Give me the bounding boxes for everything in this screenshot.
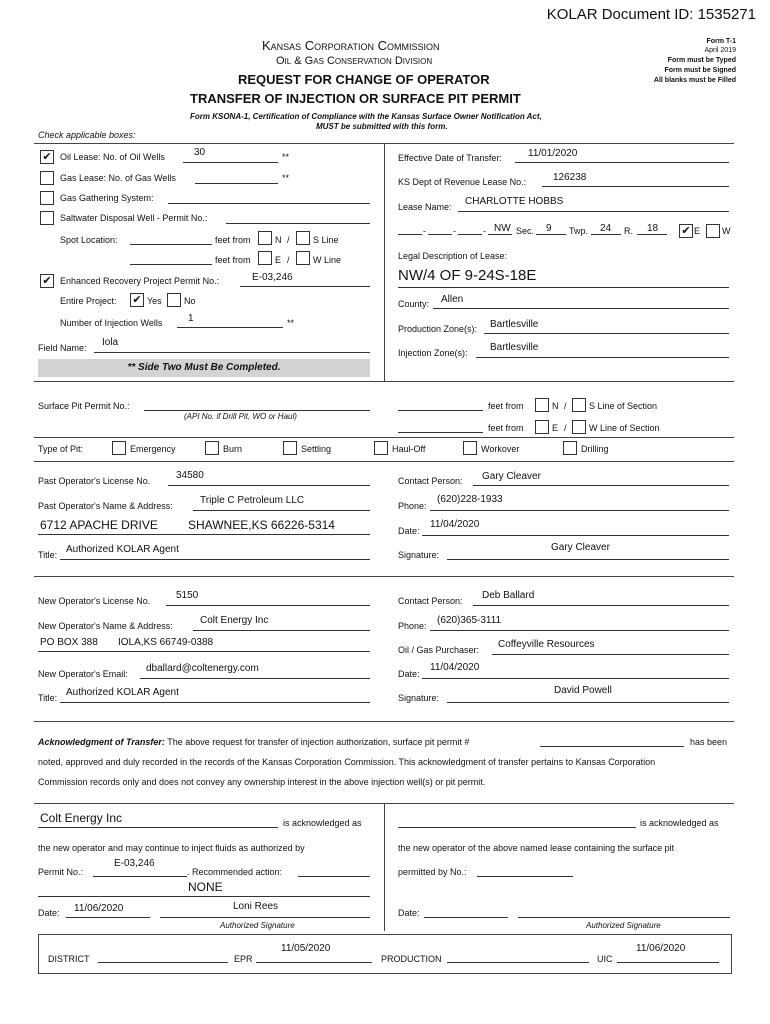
past-signature-value: Gary Cleaver — [551, 542, 610, 553]
eorp-line — [240, 286, 370, 287]
blanks-note: All blanks must be Filled — [653, 77, 736, 84]
emergency-label: Emergency — [130, 444, 176, 454]
range-w-label: W — [722, 226, 731, 236]
gas-wells-line — [195, 183, 278, 184]
past-name-line — [193, 510, 370, 511]
new-title-label: Title: — [38, 693, 58, 703]
r-label: R. — [624, 226, 633, 236]
ack-right-company-line — [398, 827, 636, 828]
ksdr-line — [542, 186, 729, 187]
gas-lease-label: Gas Lease: No. of Gas Wells — [60, 173, 176, 183]
past-phone-line — [430, 510, 729, 511]
new-signature-line — [447, 702, 729, 703]
new-name-value: Colt Energy Inc — [200, 615, 269, 626]
production-line — [447, 962, 589, 963]
ack-text-2: noted, approved and duly recorded in the records of the Kansas Corporation Commission. This acknowledgment of transfer pertains to Kansas Corporation — [38, 757, 656, 767]
past-license-value: 34580 — [176, 470, 204, 481]
ack-left-date-line — [66, 917, 150, 918]
pit-type-label: Type of Pit: — [38, 444, 84, 454]
ack-divider — [384, 803, 385, 931]
gas-lease-checkbox[interactable] — [40, 171, 54, 185]
legal-desc-value: NW/4 OF 9-24S-18E — [398, 267, 537, 284]
pit-permit-label: Surface Pit Permit No.: — [38, 401, 130, 411]
ack-text-3: Commission records only and does not convey any ownership interest in the above injection well(s) or pit permit. — [38, 777, 486, 787]
epr-date-value: 11/05/2020 — [281, 943, 331, 954]
new-contact-label: Contact Person: — [398, 596, 463, 606]
new-address-line1: PO BOX 388 — [40, 637, 98, 648]
production-zone-line — [484, 333, 729, 334]
r-value: 18 — [647, 223, 659, 234]
pit-feet-line-2 — [398, 432, 483, 433]
ack-right-sig-line — [518, 917, 730, 918]
commission-name: Kansas Corporation Commission — [262, 38, 440, 53]
workover-checkbox[interactable] — [463, 441, 477, 455]
feet-from-label: feet from — [215, 235, 251, 245]
r-line — [637, 234, 667, 235]
range-e-checkbox[interactable]: ✔ — [679, 224, 693, 238]
check-boxes-label: Check applicable boxes: — [38, 130, 136, 140]
new-license-value: 5150 — [176, 590, 199, 601]
past-contact-value: Gary Cleaver — [482, 471, 541, 482]
ack-right-date-line — [424, 917, 508, 918]
ksona-note-1: Form KSONA-1, Certification of Compliance with the Kansas Surface Owner Notification Act, — [190, 112, 542, 121]
gas-gathering-checkbox[interactable] — [40, 191, 54, 205]
new-contact-line — [473, 605, 729, 606]
e-checkbox[interactable] — [258, 251, 272, 265]
field-name-value: Iola — [102, 337, 119, 348]
new-name-label: New Operator's Name & Address: — [38, 621, 173, 631]
eorp-checkbox[interactable]: ✔ — [40, 274, 54, 288]
ack-permitted-label: permitted by No.: — [398, 867, 467, 877]
entire-project-label: Entire Project: — [60, 296, 117, 306]
new-license-line — [166, 605, 370, 606]
field-name-label: Field Name: — [38, 343, 87, 353]
inj-wells-stars: ** — [287, 318, 295, 328]
drilling-label: Drilling — [581, 444, 609, 454]
new-name-line — [193, 630, 370, 631]
new-title-value: Authorized KOLAR Agent — [66, 687, 179, 698]
new-contact-value: Deb Ballard — [482, 590, 535, 601]
form-date: April 2019 — [704, 47, 736, 54]
epr-label: EPR — [234, 954, 253, 964]
ack-text-1: The above request for transfer of injection authorization, surface pit permit # — [167, 737, 470, 747]
oil-wells-line — [183, 162, 278, 163]
purchaser-label: Oil / Gas Purchaser: — [398, 645, 480, 655]
n-checkbox[interactable] — [258, 231, 272, 245]
pit-feet-from-label: feet from — [488, 423, 524, 433]
swd-line — [226, 223, 370, 224]
uic-date-value: 11/06/2020 — [636, 943, 686, 954]
pit-w-checkbox[interactable] — [572, 420, 586, 434]
past-name-label: Past Operator's Name & Address: — [38, 501, 173, 511]
dash: - — [483, 226, 486, 236]
pit-n-label: N — [552, 401, 559, 411]
purchaser-line — [492, 654, 729, 655]
gas-wells-stars: ** — [282, 173, 290, 183]
ack-has-been: has been — [690, 737, 728, 747]
past-address-line1: 6712 APACHE DRIVE — [40, 518, 158, 532]
w-line-label: W Line — [313, 255, 342, 265]
injection-zone-line — [476, 357, 729, 358]
effective-date-value: 11/01/2020 — [528, 148, 578, 159]
qq-line-1 — [398, 234, 422, 235]
signed-note: Form must be Signed — [664, 67, 736, 74]
section1-bottom-rule — [34, 381, 734, 382]
form-number: Form T-1 — [706, 38, 736, 45]
eorp-value: E-03,246 — [252, 272, 293, 283]
lease-name-value: CHARLOTTE HOBBS — [465, 196, 564, 207]
ack-left-sig-value: Loni Rees — [233, 901, 279, 912]
ack-lead: Acknowledgment of Transfer: — [38, 737, 165, 747]
county-line — [433, 308, 729, 309]
haul-off-label: Haul-Off — [392, 444, 426, 454]
ack-left-text: the new operator and may continue to inject fluids as authorized by — [38, 843, 305, 853]
past-address-line — [38, 534, 370, 535]
past-signature-label: Signature: — [398, 550, 440, 560]
past-license-line — [168, 485, 370, 486]
qq-line-4 — [488, 234, 512, 235]
ack-right-text: the new operator of the above named lease containing the surface pit — [398, 843, 675, 853]
past-license-label: Past Operator's License No. — [38, 476, 151, 486]
past-phone-value: (620)228-1933 — [437, 494, 503, 505]
burn-checkbox[interactable] — [205, 441, 219, 455]
ack-left-auth-sig-label: Authorized Signature — [220, 921, 295, 930]
new-phone-label: Phone: — [398, 621, 427, 631]
ack-left-date-label: Date: — [38, 908, 60, 918]
qq-value: NW — [494, 223, 511, 234]
past-signature-line — [447, 559, 729, 560]
slash: / — [287, 255, 290, 265]
injection-zone-label: Injection Zone(s): — [398, 348, 468, 358]
production-zone-value: Bartlesville — [490, 319, 539, 330]
side-two-banner: ** Side Two Must Be Completed. — [38, 359, 370, 377]
new-title-line — [60, 702, 370, 703]
range-e-label: E — [694, 226, 701, 236]
emergency-checkbox[interactable] — [112, 441, 126, 455]
ack-recommended-line — [298, 876, 370, 877]
pit-w-line-label: W Line of Section — [589, 423, 660, 433]
pit-s-checkbox[interactable] — [572, 398, 586, 412]
range-w-checkbox[interactable] — [706, 224, 720, 238]
sec-value: 9 — [546, 223, 552, 234]
lease-name-label: Lease Name: — [398, 202, 452, 212]
past-title-line — [60, 559, 370, 560]
slash: / — [287, 235, 290, 245]
spot-feet-line-2 — [130, 264, 212, 265]
form-title-line1: REQUEST FOR CHANGE OF OPERATOR — [238, 72, 490, 87]
new-date-label: Date: — [398, 669, 420, 679]
ack-right-date-label: Date: — [398, 908, 420, 918]
effective-date-label: Effective Date of Transfer: — [398, 153, 502, 163]
swd-checkbox[interactable] — [40, 211, 54, 225]
new-address-line2: IOLA,KS 66749-0388 — [118, 637, 214, 648]
oil-lease-label: Oil Lease: No. of Oil Wells — [60, 152, 165, 162]
field-name-line — [94, 352, 370, 353]
section1-divider — [384, 143, 385, 381]
new-email-label: New Operator's Email: — [38, 669, 128, 679]
yes-label: Yes — [147, 296, 162, 306]
document-id: KOLAR Document ID: 1535271 — [546, 6, 756, 23]
ack-permit-line — [540, 746, 684, 747]
pit-e-checkbox[interactable] — [535, 420, 549, 434]
new-signature-label: Signature: — [398, 693, 440, 703]
epr-line — [256, 962, 372, 963]
production-zone-label: Production Zone(s): — [398, 324, 478, 334]
dash: - — [423, 226, 426, 236]
no-label: No — [184, 296, 196, 306]
drilling-checkbox[interactable] — [563, 441, 577, 455]
typed-note: Form must be Typed — [667, 57, 736, 64]
s-checkbox[interactable] — [296, 231, 310, 245]
legal-desc-line — [398, 287, 729, 288]
ack-left-date-value: 11/06/2020 — [74, 903, 124, 914]
ack-permit-label: Permit No.: — [38, 867, 84, 877]
past-date-label: Date: — [398, 526, 420, 536]
slash: / — [564, 401, 567, 411]
new-date-value: 11/04/2020 — [430, 662, 480, 673]
form-title-line2: TRANSFER OF INJECTION OR SURFACE PIT PERMIT — [190, 91, 521, 106]
new-email-value: dballard@coltenergy.com — [146, 663, 259, 674]
e-label: E — [275, 255, 282, 265]
inj-wells-value: 1 — [188, 313, 194, 324]
county-value: Allen — [441, 294, 464, 305]
pit-type-top-rule — [34, 437, 734, 438]
pit-feet-line-1 — [398, 410, 483, 411]
twp-value: 24 — [600, 223, 612, 234]
inj-wells-line — [177, 327, 283, 328]
ack-right-auth-sig-label: Authorized Signature — [586, 921, 661, 930]
new-phone-value: (620)365-3111 — [437, 615, 502, 626]
ack-left-company: Colt Energy Inc — [40, 811, 123, 825]
ack-permit-no-line — [93, 876, 187, 877]
ack-permitted-line — [477, 876, 573, 877]
past-title-label: Title: — [38, 550, 58, 560]
ack-recommended-label: . Recommended action: — [187, 867, 283, 877]
feet-from-label: feet from — [215, 255, 251, 265]
pit-type-bottom-rule — [34, 461, 734, 462]
gas-gathering-label: Gas Gathering System: — [60, 193, 154, 203]
oil-lease-checkbox[interactable]: ✔ — [40, 150, 54, 164]
new-email-line — [140, 678, 370, 679]
pit-n-checkbox[interactable] — [535, 398, 549, 412]
spot-feet-line-1 — [130, 244, 212, 245]
oil-wells-stars: ** — [282, 152, 290, 162]
settling-label: Settling — [301, 444, 332, 454]
effective-date-line — [515, 162, 729, 163]
settling-checkbox[interactable] — [283, 441, 297, 455]
new-license-label: New Operator's License No. — [38, 596, 151, 606]
past-contact-line — [473, 485, 729, 486]
uic-label: UIC — [597, 954, 613, 964]
past-name-value: Triple C Petroleum LLC — [200, 495, 305, 506]
ack-action-line — [38, 896, 370, 897]
new-date-line — [422, 678, 729, 679]
new-address-line — [38, 651, 370, 652]
inj-wells-label: Number of Injection Wells — [60, 318, 163, 328]
district-label: DISTRICT — [48, 954, 90, 964]
injection-zone-value: Bartlesville — [490, 342, 539, 353]
ack-left-is-ack: is acknowledged as — [283, 818, 362, 828]
past-phone-label: Phone: — [398, 501, 427, 511]
ack-action-value: NONE — [188, 880, 223, 894]
past-date-value: 11/04/2020 — [430, 519, 480, 530]
entire-no-checkbox[interactable] — [167, 293, 181, 307]
sec-line — [536, 234, 566, 235]
ack-right-is-ack: is acknowledged as — [640, 818, 719, 828]
past-address-line2: SHAWNEE,KS 66226-5314 — [188, 518, 335, 532]
slash: / — [564, 423, 567, 433]
pit-feet-from-label: feet from — [488, 401, 524, 411]
legal-desc-label: Legal Description of Lease: — [398, 251, 508, 261]
past-date-line — [422, 535, 729, 536]
past-title-value: Authorized KOLAR Agent — [66, 544, 179, 555]
new-phone-line — [430, 630, 729, 631]
ack-permit-value: E-03,246 — [114, 858, 155, 869]
pit-permit-line — [144, 410, 370, 411]
ack-left-company-line — [38, 827, 278, 828]
spot-location-label: Spot Location: — [60, 235, 118, 245]
ack-left-sig-line — [160, 917, 370, 918]
ksdr-label: KS Dept of Revenue Lease No.: — [398, 177, 527, 187]
qq-line-3 — [458, 234, 482, 235]
division-name: Oil & Gas Conservation Division — [276, 55, 433, 67]
twp-line — [591, 234, 621, 235]
ksona-note-2: MUST be submitted with this form. — [316, 122, 448, 131]
gas-gathering-line — [168, 203, 370, 204]
new-signature-value: David Powell — [554, 685, 612, 696]
n-label: N — [275, 235, 282, 245]
w-checkbox[interactable] — [296, 251, 310, 265]
ksdr-value: 126238 — [553, 172, 587, 183]
dash: - — [453, 226, 456, 236]
eorp-label: Enhanced Recovery Project Permit No.: — [60, 276, 220, 286]
past-contact-label: Contact Person: — [398, 476, 463, 486]
purchaser-value: Coffeyville Resources — [498, 639, 595, 650]
new-bottom-rule — [34, 721, 734, 722]
pit-api-note: (API No. if Drill Pit, WO or Haul) — [184, 412, 297, 421]
lease-name-line — [458, 211, 729, 212]
entire-yes-checkbox[interactable]: ✔ — [130, 293, 144, 307]
production-label: PRODUCTION — [381, 954, 442, 964]
swd-label: Saltwater Disposal Well - Permit No.: — [60, 213, 208, 223]
burn-label: Burn — [223, 444, 243, 454]
pit-e-label: E — [552, 423, 559, 433]
s-line-label: S Line — [313, 235, 339, 245]
county-label: County: — [398, 299, 430, 309]
sec-label: Sec. — [516, 226, 535, 236]
qq-line-2 — [428, 234, 452, 235]
ack-line-1 — [38, 737, 469, 747]
oil-wells-value: 30 — [194, 147, 206, 158]
district-line — [98, 962, 228, 963]
past-bottom-rule — [34, 576, 734, 577]
haul-off-checkbox[interactable] — [374, 441, 388, 455]
workover-label: Workover — [481, 444, 520, 454]
uic-line — [617, 962, 719, 963]
twp-label: Twp. — [569, 226, 589, 236]
pit-s-line-label: S Line of Section — [589, 401, 658, 411]
